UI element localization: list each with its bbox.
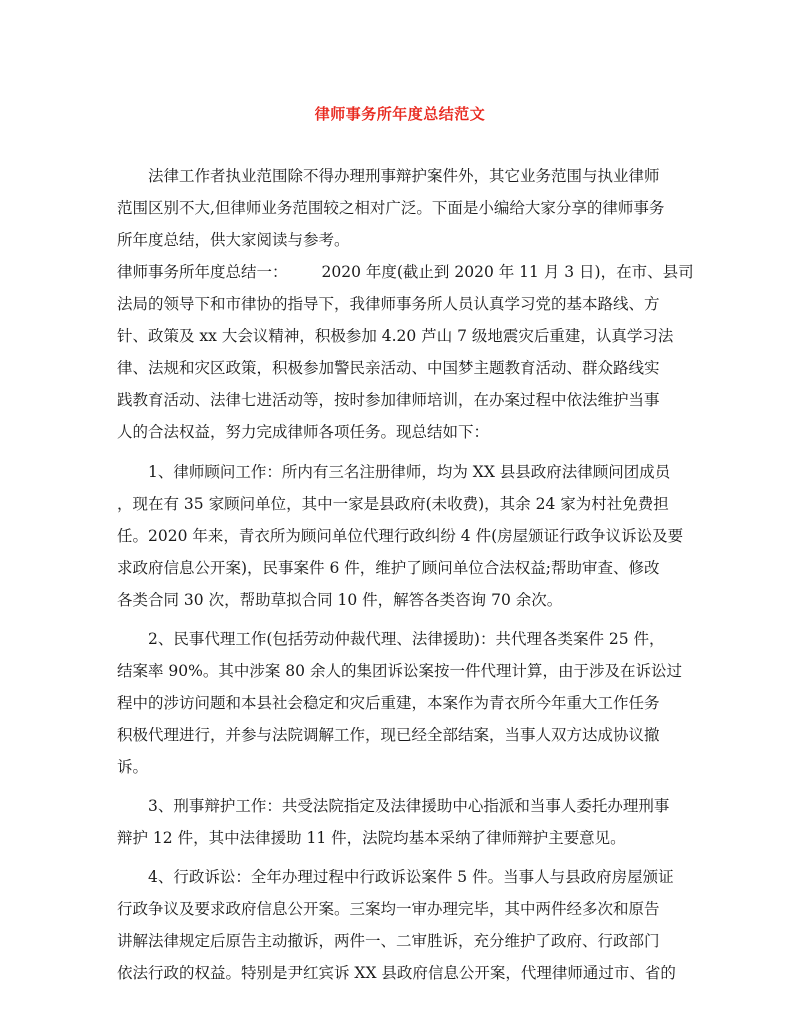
text-line: 积极代理进行，并参与法院调解工作，现已经全部结案，当事人双方达成协议撤: [117, 726, 660, 744]
text-line: 针、政策及 xx 大会议精神，积极参加 4.20 芦山 7 级地震灾后重建，认真学习法: [117, 327, 674, 345]
text-line: 范围区别不大,但律师业务范围较之相对广泛。下面是小编给大家分享的律师事务: [117, 199, 665, 217]
text-line: 律、法规和灾区政策，积极参加警民亲活动、中国梦主题教育活动、群众路线实: [117, 359, 660, 377]
text-line: 各类合同 30 次，帮助草拟合同 10 件，解答各类咨询 70 余次。: [117, 591, 563, 609]
text-line: 程中的涉访问题和本县社会稳定和灾后重建，本案作为青衣所今年重大工作任务: [117, 694, 660, 712]
text-line: 结案率 90%。其中涉案 80 余人的集团诉讼案按一件代理计算，由于涉及在诉讼过: [117, 662, 682, 680]
text-line: 求政府信息公开案)，民事案件 6 件，维护了顾问单位合法权益;帮助审查、修改: [117, 559, 660, 577]
text-line: 2、民事代理工作(包括劳动仲裁代理、法律援助)：共代理各类案件 25 件，: [148, 630, 665, 648]
text-line: 诉。: [117, 758, 149, 776]
text-line: 讲解法律规定后原告主动撤诉，两件一、二审胜诉，充分维护了政府、行政部门: [117, 932, 660, 950]
summary-heading-line: [117, 262, 694, 282]
text-line: 依法行政的权益。特别是尹红宾诉 XX 县政府信息公开案，代理律师通过市、省的: [117, 964, 676, 982]
summary-heading: 律师事务所年度总结一：: [117, 263, 288, 281]
text-line: 任。2020 年来，青衣所为顾问单位代理行政纠纷 4 件(房屋颁证行政争议诉讼及要: [117, 527, 684, 545]
text-line: 行政争议及要求政府信息公开案。三案均一审办理完毕，其中两件经多次和原告: [117, 900, 660, 918]
text-line: 1、律师顾问工作：所内有三名注册律师，均为 XX 县县政府法律顾问团成员: [148, 463, 671, 481]
text-line: ，现在有 35 家顾问单位，其中一家是县政府(未收费)，其余 24 家为村社免费担: [117, 495, 669, 513]
text-line: 3、刑事辩护工作：共受法院指定及法律援助中心指派和当事人委托办理刑事: [148, 797, 670, 815]
text-line: 法律工作者执业范围除不得办理刑事辩护案件外，其它业务范围与执业律师: [148, 167, 660, 185]
text-line: 践教育活动、法律七进活动等，按时参加律师培训，在办案过程中依法维护当事: [117, 391, 660, 409]
text-line: 法局的领导下和市律协的指导下，我律师事务所人员认真学习党的基本路线、方: [117, 295, 660, 313]
text-line: 人的合法权益，努力完成律师各项任务。现总结如下：: [117, 423, 490, 441]
text-line: 所年度总结，供大家阅读与参考。: [117, 231, 350, 249]
text-line: 辩护 12 件，其中法律援助 11 件，法院均基本采纳了律师辩护主要意见。: [117, 829, 626, 847]
text-line: 4、行政诉讼：全年办理过程中行政诉讼案件 5 件。当事人与县政府房屋颁证: [148, 868, 674, 886]
document-title: 律师事务所年度总结范文: [314, 105, 486, 123]
text-segment: 2020 年度(截止到 2020 年 11 月 3 日)，在市、县司: [321, 263, 694, 281]
